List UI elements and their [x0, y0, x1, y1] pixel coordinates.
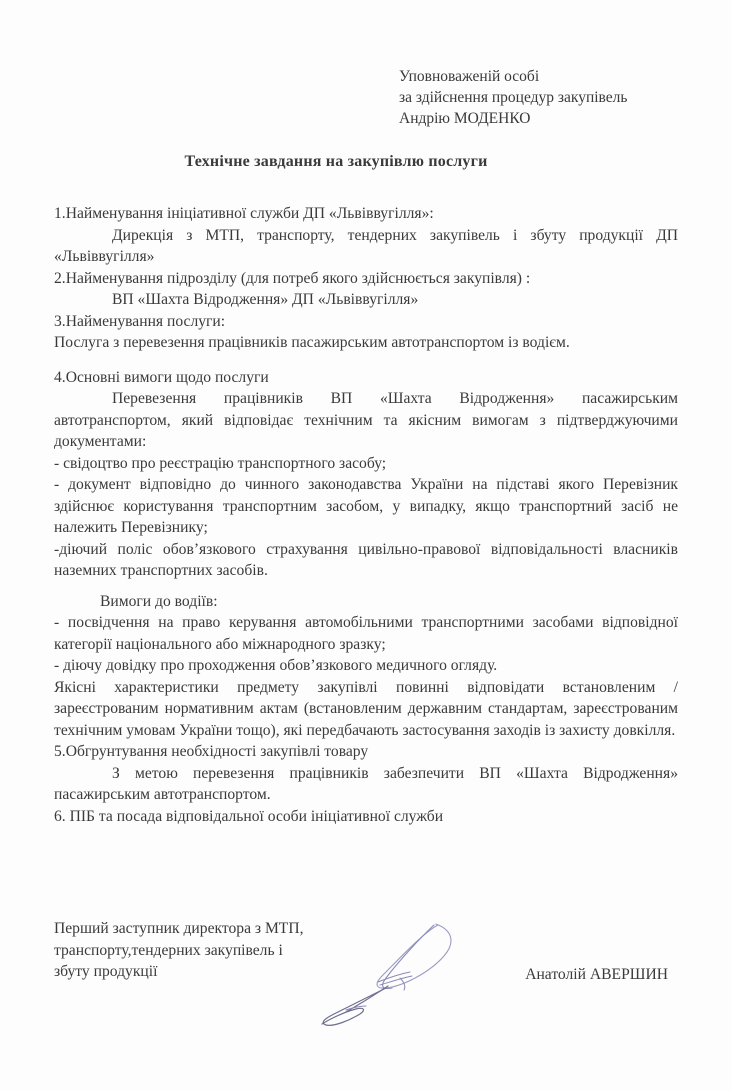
section-1-heading: 1.Найменування ініціативної служби ДП «Львіввугілля»:	[54, 205, 434, 222]
section-5-heading: 5.Обгрунтування необхідності закупівлі товару	[54, 743, 369, 760]
document-title: Технічне завдання на закупівлю послуги	[184, 153, 488, 170]
addressee-line-2: за здійснення процедур закупівель	[399, 89, 628, 106]
signer-role-line-1: Перший заступник директора з МТП,	[54, 920, 304, 937]
signer-role-line-3: збуту продукції	[54, 963, 158, 980]
section-1-body: Дирекція з МТП, транспорту, тендерних закупівель і збуту продукції ДП «Львіввугілля»	[54, 226, 678, 265]
drivers-requirements-heading: Вимоги до водіїв:	[100, 592, 218, 610]
signer-role-line-2: транспорту,тендерних закупівель і	[54, 941, 283, 959]
section-4-item-1: - свідоцтво про реєстрацію транспортного засобу;	[54, 454, 387, 472]
section-4-body: Перевезення працівників ВП «Шахта Відродження» пасажирським автотранспортом, який відповідає технічним та якісним вимогам з підтверджуючими документами:	[54, 390, 678, 450]
signer-name: Анатолій АВЕРШИН	[525, 966, 668, 983]
section-3-body: Послуга з перевезення працівників пасажирським автотранспортом із водієм.	[54, 334, 570, 351]
signer-role	[54, 918, 384, 983]
drivers-requirement-2: - діючу довідку про проходження обов’язкового медичного огляду.	[54, 657, 498, 674]
section-4-item-3: -діючий поліс обов’язкового страхування цивільно-правової відповідальності власників наземних транспортних засобів.	[54, 540, 678, 579]
section-5-body: З метою перевезення працівників забезпечити ВП «Шахта Відродження» пасажирським автотранспортом.	[54, 764, 678, 803]
section-4-item-2: - документ відповідно до чинного законодавства України на підставі якого Перевізник здійснює користування транспортним засобом, у випадку, якщо транспортний засіб не належить Перевізнику;	[54, 476, 678, 536]
document-page	[0, 66, 732, 1090]
addressee-line-1: Уповноваженій особі	[399, 68, 540, 85]
document-body	[54, 203, 678, 827]
addressee-line-3: Андрію МОДЕНКО	[399, 110, 531, 127]
section-4-heading: 4.Основні вимоги щодо послуги	[54, 368, 269, 386]
section-2-heading: 2.Найменування підрозділу (для потреб якого здійснюється закупівля) :	[54, 269, 531, 287]
drivers-requirement-1: - посвідчення на право керування автомобільними транспортними засобами відповідної категорії національного або міжнародного зразку;	[54, 614, 678, 653]
signature-block	[54, 918, 678, 1038]
section-3-heading: 3.Найменування послуги:	[54, 312, 226, 330]
quality-characteristics-body: Якісні характеристики предмету закупівлі повинні відповідати встановленим /зареєстрованим нормативним актам (встановленим державним стандартам, зареєстрованим технічним умовам України тощо), які передбачають застосування заходів із захисту довкілля.	[54, 678, 678, 739]
section-6-heading: 6. ПІБ та посада відповідальної особи ініціативної служби	[54, 807, 444, 825]
section-2-body: ВП «Шахта Відродження» ДП «Львіввугілля»	[112, 291, 419, 308]
addressee-block	[54, 66, 678, 129]
